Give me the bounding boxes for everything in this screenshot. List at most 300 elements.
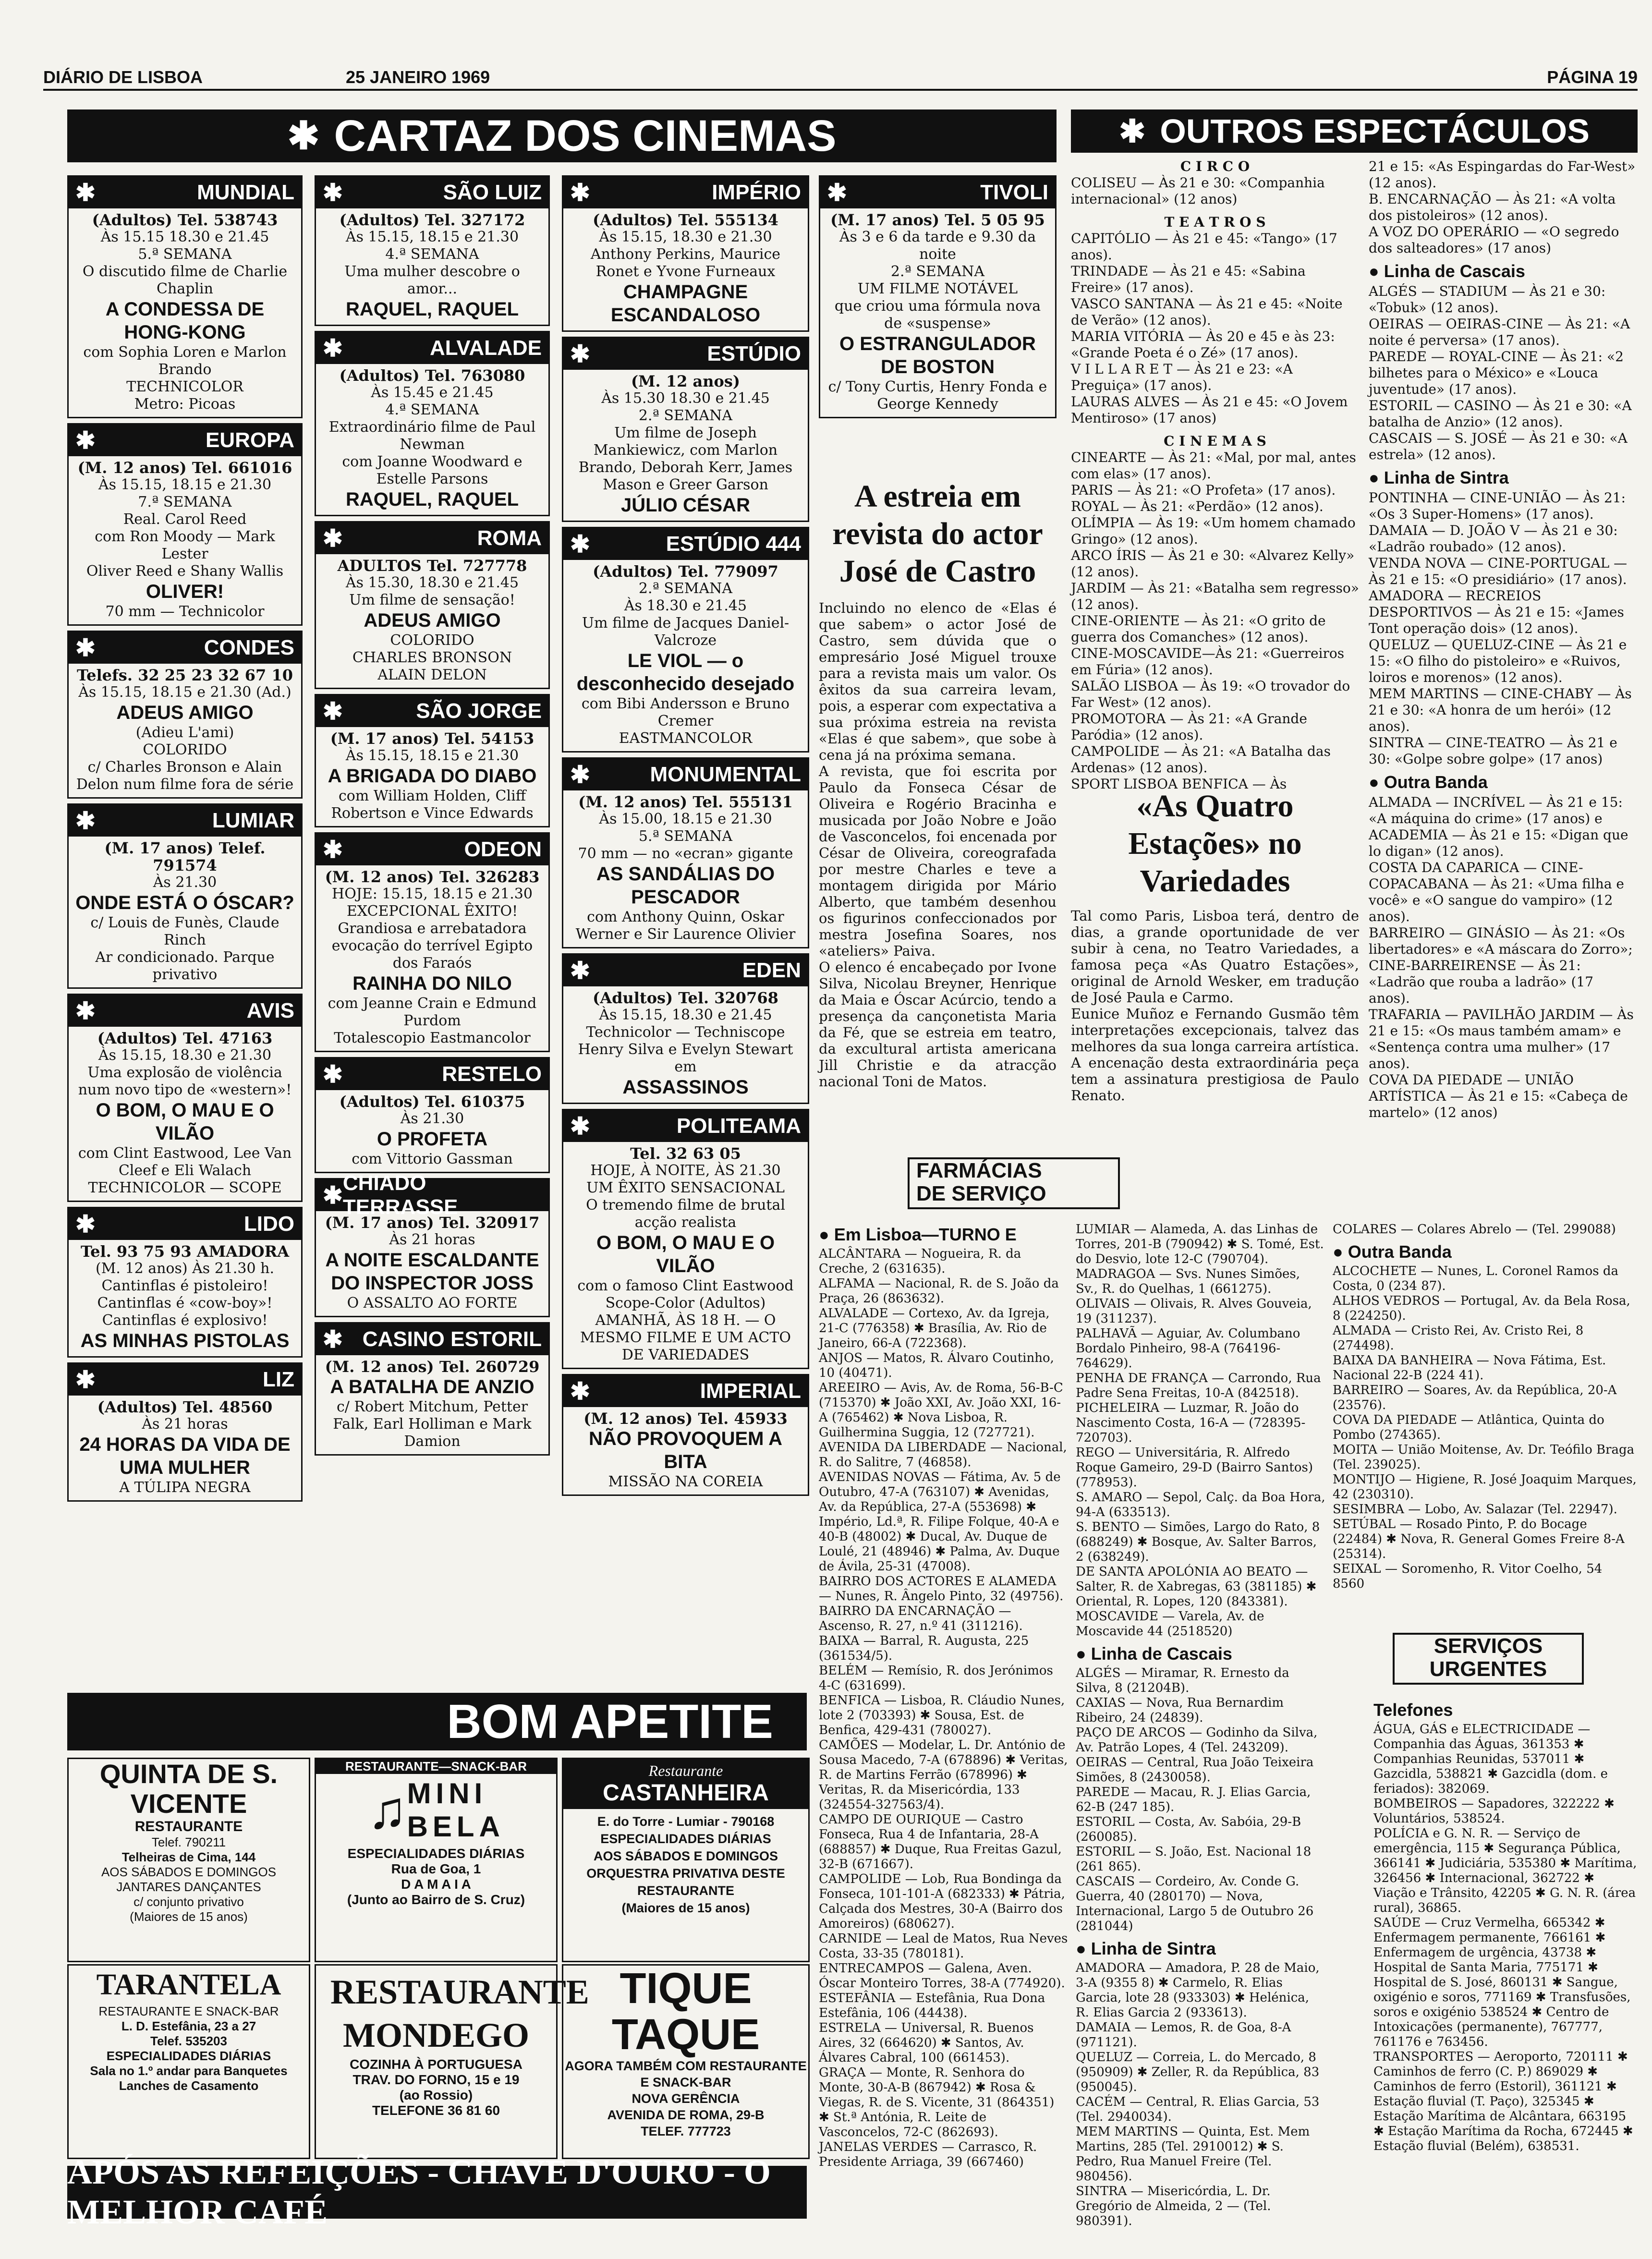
cinema-info-line: (M. 17 anos) Tel. 54153 — [330, 729, 534, 748]
cinema-extra-line: EASTMANCOLOR — [619, 730, 753, 747]
lisboa-list: ALCÂNTARA — Nogueira, R. da Creche, 2 (631635). ALFAMA — Nacional, R. de S. João da Praça, 26 (863632). ALVALADE — Cortexo, Av. da Igreja, 21-C (776358) ✱ Brasília, Av. Rio de Janeiro, 66-A (722368). ANJOS — Matos, R. Álvaro Coutinho, 10 (40471). AREEIRO — Avis, Av. de Roma, 56-B-C (715370) ✱ João XXI, Av. João XXI, 16-A (765462) ✱ Nova Lisboa, R. Guilhermina Suggia, 12 (727721). AVENIDA DA LIBERDADE — Nacional, R. do Salitre, 7 (46858). AVENIDAS NOVAS — Fátima, Av. 5 de Outubro, 47-A (763107) ✱ Avenidas, Av. da República, 27-A (553698) ✱ Império, Ld.ª, R. Filipe Folque, 40-A e 40-B (48002) ✱ Ducal, Av. Duque de Loulé, 21 (48946) ✱ Palma, Av. Duque de Ávila, 25-31 (47008). BAIRRO DOS ACTORES E ALAMEDA — Nunes, R. Ângelo Pinto, 32 (49756). BAIRRO DA ENCARNAÇÃO — Ascenso, R. 27, n.º 41 (311216). BAIXA — Barral, R. Augusta, 225 (361534/5). BELÉM — Remísio, R. dos Jerónimos 4-C (631699). BENFICA — Lisboa, R. Cláudio Nunes, lote 2 (703393) ✱ Sousa, Est. de Benfica, 429-431 (780027). CAMÕES — Modelar, L. Dr. António de Sousa Macedo, 7-A (678896) ✱ Veritas, R. de Martins Ferrão (678996) ✱ Veritas, R. da Misericórdia, 133 (324554-327563/4). CAMPO DE OURIQUE — Castro Fonseca, Rua 4 de Infantaria, 28-A (688857) ✱ Duque, Rua Freitas Gazul, 32-B (671667). CAMPOLIDE — Lob, Rua Bondinga da Fonseca, 101-101-A (682333) ✱ Pátria, Calçada dos Mestres, 30-A (Bairro dos Amoreiros) (680627). CARNIDE — Leal de Matos, Rua Neves Costa, 33-35 (780181). ENTRECAMPOS — Galena, Aven. Óscar Monteiro Torres, 38-A (774920). ESTEFÂNIA — Estefânia, Rua Dona Estefânia, 106 (44438). ESTRELA — Universal, R. Buenos Aires, 32 (664620) ✱ Santos, Av. Álvares Cabral, 100 (661453). GRAÇA — Monte, R. Senhora do Monte, 30-A-B (867942) ✱ Rosa & Viegas, R. de S. Vicente, 31 (864351) ✱ St.ª Antónia, R. Leite de Vasconcelos, 72-C (862693). JANELAS VERDES — Carrasco, R. Presidente Arriaga, 39 (667460) — [819, 1247, 1068, 2169]
lisboa-heading: ● Em Lisboa—TURNO E — [819, 1225, 1017, 1244]
cinema-extra-line: Ar condicionado. Parque privativo — [95, 949, 275, 983]
newspaper-name: DIÁRIO DE LISBOA — [43, 67, 203, 87]
cinema-name-bar — [316, 1324, 548, 1355]
cinema-alvalade — [315, 331, 550, 516]
outros-title: OUTROS ESPECTÁCULOS — [1160, 112, 1590, 150]
star-icon: ✱ — [570, 1378, 590, 1405]
star-icon: ✱ — [75, 179, 96, 206]
cinema-info-line: O discutido filme de Charlie Chaplin — [82, 263, 288, 297]
cinema-info-line: Cantinflas é explosivo! — [102, 1312, 268, 1329]
cinema-extra-line: CHARLES BRONSON — [352, 649, 512, 666]
farm-sintra-heading: ● Linha de Sintra — [1076, 1939, 1216, 1958]
cinema-info-line: Às 15.15, 18.15 e 21.30 — [345, 229, 519, 245]
cinema-info-line: (M. 17 anos) Tel. 320917 — [325, 1214, 540, 1232]
cinema-info-line: EXCEPCIONAL ÊXITO! — [346, 903, 518, 920]
cinema-chiado-terrasse — [315, 1171, 550, 1317]
article2-headline: «As Quatro Estações» no Variedades — [1128, 789, 1302, 899]
cinema-name: MONUMENTAL — [650, 763, 801, 786]
film-title: A BATALHA DE ANZIO — [330, 1376, 534, 1397]
cinema-extra-line: 70 mm — Technicolor — [105, 603, 265, 620]
cinema-info-line: HOJE: 15.15, 18.15 e 21.30 — [332, 886, 533, 902]
article1-body: Incluindo no elenco de «Elas é que sabem» o actor José de Castro, sem dúvida que o empresário José Miguel trouxe para a revista mais um valor. Os êxitos da sua carreira levam, pois, a esperar com expectativa a sua próxima estreia na revista «Elas é que sabem», que sobe à cena já na próxima semana. A revista, que foi escrita por Paulo da Fonseca César de Oliveira e Rogério Bracinha e musicada por João Nobre e João de Vasconcelos, foi encenada por César de Oliveira, coreografada por mestre Charles e teve a montagem dirigida por Mário Alberto, que também desenhou os figurinos confeccionados por mestra Josefina Soares, nos «ateliers» Paiva. O elenco é encabeçado por Ivone Silva, Nicolau Breyner, Henrique da Maia e Óscar Acúrcio, tendo a presença da cançonetista Maria da Fé, que se estreia em teatro, da excultural artista americana Jill Christie e da atracção nacional Toni de Matos. — [819, 600, 1057, 1090]
star-icon: ✱ — [75, 1366, 96, 1393]
star-icon: ✱ — [75, 997, 96, 1024]
cinema-europa — [67, 423, 303, 626]
film-title: A BRIGADA DO DIABO — [328, 765, 537, 787]
cinema-name-bar — [316, 522, 548, 554]
cinema-info-line: 4.ª SEMANA — [385, 401, 479, 418]
star-icon: ✱ — [75, 427, 96, 454]
cinema-info-line: que criou uma fórmula nova de «suspense» — [834, 298, 1041, 332]
cinema-name-bar — [563, 955, 808, 986]
cinema-extra-line: Totalescopio Eastmancolor — [334, 1030, 531, 1046]
cinema-casino-estoril — [315, 1322, 550, 1456]
cinema-name-bar — [563, 338, 808, 370]
cinema-name: ALVALADE — [429, 336, 542, 360]
cinema-extra-line: c/ Louis de Funès, Claude Rinch — [90, 914, 279, 948]
cinema-extra-line: AMANHÃ, ÀS 18 H. — O MESMO FILME E UM ACTO DE VARIEDADES — [580, 1312, 791, 1363]
cinema-info-line: 5.ª SEMANA — [638, 828, 733, 845]
cinema-name: LIDO — [243, 1212, 294, 1236]
cinema-politeama — [562, 1109, 809, 1369]
cinema-name: AVIS — [246, 999, 294, 1022]
cinema-name: EUROPA — [206, 428, 294, 452]
film-title: ADEUS AMIGO — [116, 702, 254, 723]
cinema-lido — [67, 1207, 303, 1358]
star-icon: ✱ — [570, 1113, 590, 1140]
outros-col2-top: 21 e 15: «As Espingardas do Far-West» (12 anos). B. ENCARNAÇÃO — Às 21: «A volta dos pistoleiros» (12 anos). A VOZ DO OPERÁRIO — «O segredo dos salteadores» (17 anos) — [1369, 158, 1636, 256]
cinema-info-line: O tremendo filme de brutal acção realista — [586, 1197, 785, 1231]
cinema-extra-line: c/ Robert Mitchum, Petter Falk, Earl Holliman e Mark Damion — [333, 1398, 532, 1450]
page-header — [14, 67, 1638, 86]
cinema-sao-jorge — [315, 694, 550, 827]
cinema-info-line: (M. 12 anos) Tel. 326283 — [325, 868, 540, 886]
bom-apetite-title: BOM APETITE — [447, 1694, 773, 1749]
tarantela-type: RESTAURANTE E SNACK-BAR — [98, 2004, 279, 2018]
ad-tarantela — [67, 1964, 310, 2159]
colares-entry: COLARES — Colares Abrelo — (Tel. 299088) — [1333, 1222, 1616, 1237]
cinema-estudio-444 — [562, 527, 809, 753]
cinema-name: ESTÚDIO 444 — [666, 532, 801, 556]
article2-block — [1071, 788, 1359, 1124]
cinema-info-line: HOJE, À NOITE, ÀS 21.30 — [590, 1162, 781, 1179]
cinema-info-line: Às 15.15, 18.15 e 21.30 (Ad.) — [78, 684, 292, 701]
film-title: RAQUEL, RAQUEL — [346, 299, 519, 320]
cinema-info-line: (Adultos) Tel. 779097 — [593, 562, 778, 581]
cinema-info-line: (Adultos) Tel. 538743 — [92, 211, 278, 229]
cinema-info-line: Technicolor — Techniscope — [586, 1024, 785, 1041]
cinema-info-line: Às 15.15 18.30 e 21.45 — [100, 229, 269, 245]
cinema-info-line: Às 15.15, 18.30 e 21.45 — [599, 1007, 772, 1023]
cinema-info-line: Oliver Reed e Shany Wallis — [86, 563, 284, 580]
tarantela-tel: Telef. 535203 — [150, 2034, 227, 2048]
cinema-info-line: Às 15.15, 18.15 e 21.30 — [345, 747, 519, 764]
cinema-info-line: UM ÊXITO SENSACIONAL — [586, 1179, 785, 1196]
servicos-column — [1373, 1695, 1638, 2252]
cinema-extra-line: O ASSALTO AO FORTE — [347, 1295, 518, 1312]
film-title: OLIVER! — [146, 581, 224, 602]
article1-headline: A estreia em revista do actor José de Castro — [832, 479, 1043, 589]
cinema-info-line: Às 18.30 e 21.45 — [624, 597, 747, 614]
cinema-name-bar — [69, 425, 301, 456]
cinema-info-line: (M. 12 anos) Tel. 45933 — [583, 1409, 788, 1428]
outros-column-2 — [1369, 158, 1638, 1124]
star-icon: ✱ — [323, 335, 343, 362]
cinema-info-line: 70 mm — no «ecran» gigante — [578, 845, 793, 862]
cinema-info-line: (Adultos) Tel. 48560 — [97, 1398, 273, 1416]
cartaz-title: CARTAZ DOS CINEMAS — [334, 111, 837, 160]
film-title: 24 HORAS DA VIDA DE UMA MULHER — [79, 1434, 291, 1478]
cinema-name-bar — [69, 995, 301, 1027]
lisboa-list-cont: LUMIAR — Alameda, A. das Linhas de Torres, 201-B (790942) ✱ S. Tomé, Est. do Desvio, lote 12-C (790704). MADRAGOA — Svs. Nunes Simões, Sv., R. do Quelhas, 1 (661275). OLIVAIS — Olivais, R. Alves Gouveia, 19 (311237). PALHAVÃ — Aguiar, Av. Columbano Bordalo Pinheiro, 98-A (764196-764629). PENHA DE FRANÇA — Carrondo, Rua Padre Sena Freitas, 10-A (842518). PICHELEIRA — Luzmar, R. João do Nascimento Costa, 16-A — (728395-720703). REGO — Universitária, R. Alfredo Roque Gameiro, 29-D (Bairro Santos) (778953). S. AMARO — Sepol, Calç. da Boa Hora, 94-A (633513). S. BENTO — Simões, Largo do Rato, 8 (688249) ✱ Bosque, Av. Salter Barros, 2 (638249). DE SANTA APOLÓNIA AO BEATO — Salter, R. de Xabregas, 63 (381185) ✱ Oriental, R. Lopes, 120 (843381). MOSCAVIDE — Varela, Av. de Moscavide 44 (2518520) — [1076, 1222, 1325, 1639]
star-icon: ✱ — [323, 1182, 343, 1209]
tique-info: AGORA TAMBÉM COM RESTAURANTE E SNACK-BAR NOVA GERÊNCIA AVENIDA DE ROMA, 29-B TELEF. 777723 — [565, 2059, 807, 2138]
cinema-extra-line: com William Holden, Cliff Robertson e Vince Edwards — [331, 788, 534, 822]
minibela-name-2: BELA — [407, 1810, 505, 1843]
farmacias-title-1: FARMÁCIAS — [916, 1159, 1042, 1182]
teatros-heading: T E A T R O S — [1164, 214, 1266, 230]
cinema-name-bar — [563, 1110, 808, 1142]
farm-cascais-list: ALGÉS — Miramar, R. Ernesto da Silva, 8 (21204B). CAXIAS — Nova, Rua Bernardim Ribeiro, 24 (24839). PAÇO DE ARCOS — Godinho da Silva, Av. Patrão Lopes, 4 (Tel. 243209). OEIRAS — Central, Rua João Teixeira Simões, 8 (2430058). PAREDE — Macau, R. J. Elias Garcia, 62-B (247 185). ESTORIL — Costa, Av. Sabóia, 29-B (260085). ESTORIL — S. João, Est. Nacional 18 (261 865). CASCAIS — Cordeiro, Av. Conde G. Guerra, 40 (280170) — Nova, Internacional, Largo 5 de Outubro 26 (281044) — [1076, 1666, 1318, 1933]
cinema-info-line: Um filme de Joseph Mankiewicz, com Marlon Brando, Deborah Kerr, James Mason e Greer Garson — [578, 425, 793, 493]
castanheira-name: CASTANHEIRA — [603, 1780, 769, 1806]
cinema-info-line: 2.ª SEMANA — [638, 407, 733, 424]
page-number: PÁGINA 19 — [1547, 67, 1638, 87]
star-icon: ✱ — [323, 698, 343, 725]
outros-banner — [1071, 109, 1638, 153]
cinema-info-line: Henry Silva e Evelyn Stewart em — [578, 1041, 793, 1075]
star-icon: ✱ — [323, 1326, 343, 1353]
cinema-info-line: Às 21 horas — [389, 1231, 475, 1248]
cinema-extra-line: c/ Charles Bronson e Alain Delon num filme fora de série — [76, 759, 294, 793]
cinema-info-line: com Joanne Woodward e Estelle Parsons — [342, 453, 522, 487]
slogan: APÓS AS REFEIÇÕES - CHAVE D'OURO - O MELHOR CAFÉ — [67, 2153, 771, 2231]
cinema-info-line: Às 15.00, 18.15 e 21.30 — [599, 811, 772, 827]
cinema-imperial — [562, 1374, 809, 1496]
farm-banda-list: ALCOCHETE — Nunes, L. Coronel Ramos da Costa, 0 (234 87). ALHOS VEDROS — Portugal, Av. da Bela Rosa, 8 (224250). ALMADA — Cristo Rei, Av. Cristo Rei, 8 (274498). BAIXA DA BANHEIRA — Nova Fátima, Est. Nacional 22-B (224 41). BARREIRO — Soares, Av. da República, 20-A (23576). COVA DA PIEDADE — Atlântica, Quinta do Pombo (274365). MOITA — União Moitense, Av. Dr. Teófilo Braga (Tel. 239025). MONTIJO — Higiene, R. José Joaquim Marques, 42 (230310). SESIMBRA — Lobo, Av. Salazar (Tel. 22947). SETÚBAL — Rosado Pinto, P. do Bocage (22484) ✱ Nova, R. General Gomes Freire 8-A (25314). SEIXAL — Soromenho, R. Vitor Coelho, 54 8560 — [1333, 1264, 1637, 1591]
farmacias-title-2: DE SERVIÇO — [916, 1182, 1046, 1205]
cinemas-listing: CINEARTE — Às 21: «Mal, por mal, antes com elas» (17 anos). PARIS — Às 21: «O Profeta» (17 anos). ROYAL — Às 21: «Perdão» (12 anos). OLÍMPIA — Às 19: «Um homem chamado Gringo» (12 anos). ARCO ÍRIS — Às 21 e 30: «Alvarez Kelly» (12 anos). JARDIM — Às 21: «Batalha sem regresso» (12 anos). CINE-ORIENTE — Às 21: «O grito de guerra dos Comanches» (12 anos). CINE-MOSCAVIDE—Às 21: «Guerreiros em Fúria» (12 anos). SALÃO LISBOA — Às 19: «O trovador do Far West» (12 anos). PROMOTORA — Às 21: «A Grande Paródia» (12 anos). CAMPOLIDE — Às 21: «A Batalha das Ardenas» (12 anos). SPORT LISBOA BENFICA — Às — [1071, 449, 1359, 792]
star-icon: ✱ — [323, 525, 343, 552]
star-icon: ✱ — [570, 340, 590, 367]
cinema-sao-luiz — [315, 175, 550, 326]
outra-banda-heading: ● Outra Banda — [1369, 772, 1488, 792]
farmacias-column-1 — [819, 1220, 1069, 2252]
cinema-extra-line: (Adieu L'ami) — [135, 724, 234, 741]
star-icon: ✱ — [75, 807, 96, 834]
cinema-name: CONDES — [204, 636, 294, 659]
farmacias-title-box — [908, 1157, 1120, 1209]
cinema-extra-line: COLORIDO — [143, 741, 227, 758]
film-title: O BOM, O MAU E O VILÃO — [96, 1100, 274, 1144]
quinta-addr: Telheiras de Cima, 144 — [121, 1850, 256, 1864]
cinema-info-line: Anthony Perkins, Maurice Ronet e Yvone Furneaux — [590, 246, 781, 280]
cinema-info-line: com Ron Moody — Mark Lester — [95, 528, 275, 562]
cinema-name: EDEN — [742, 959, 801, 982]
film-title: ADEUS AMIGO — [364, 610, 501, 631]
cinema-tivoli — [819, 175, 1057, 418]
ad-tique-taque — [562, 1964, 810, 2159]
cinema-extra-line: com o famoso Clint Eastwood — [577, 1277, 794, 1294]
cinema-monumental — [562, 757, 809, 948]
cascais-listing: ALGÉS — STADIUM — Às 21 e 30: «Tobuk» (12 anos). OEIRAS — OEIRAS-CINE — Às 21: «A noite é perversa» (17 anos). PAREDE — ROYAL-CINE — Às 21: «2 bilhetes para o México» e «Louca juventude» (17 anos). ESTORIL — CASINO — Às 21 e 30: «A batalha de Anzio» (12 anos). CASCAIS — S. JOSÉ — Às 21 e 30: «A estrela» (12 anos). — [1369, 283, 1632, 462]
cinema-info-line: Às 15.15, 18.30 e 21.30 — [599, 229, 772, 245]
cinema-info-line: Uma mulher descobre o amor... — [344, 263, 520, 297]
servicos-title-1: SERVIÇOS — [1433, 1634, 1543, 1658]
cinema-info-line: 5.ª SEMANA — [138, 246, 232, 263]
cinema-info-line: (M. 12 anos) Tel. 661016 — [77, 459, 292, 477]
cinema-info-line: Um filme de sensação! — [349, 592, 515, 608]
cinema-extra-line: MISSÃO NA COREIA — [608, 1473, 763, 1490]
star-icon: ✱ — [570, 957, 590, 984]
cinema-info-line: 4.ª SEMANA — [385, 246, 479, 263]
cinema-name: IMPÉRIO — [712, 181, 801, 204]
cinema-extra-line: COLORIDO — [390, 632, 474, 649]
film-title: O PROFETA — [377, 1129, 488, 1150]
cinema-lumiar — [67, 803, 303, 989]
cinema-extra-line: TECHNICOLOR — [126, 378, 243, 395]
ad-castanheira — [562, 1758, 810, 1962]
circo-listing: COLISEU — Às 21 e 30: «Companhia internacional» (12 anos) — [1071, 175, 1325, 207]
servicos-title-2: URGENTES — [1429, 1657, 1547, 1681]
tique-name: TIQUE TAQUE — [611, 1965, 760, 2059]
castanheira-info: E. do Torre - Lumiar - 790168 ESPECIALIDADES DIÁRIAS AOS SÁBADOS E DOMINGOS ORQUESTRA PRIVATIVA DESTE RESTAURANTE (Maiores de 15 anos) — [586, 1814, 785, 1915]
farm-sintra-list: AMADORA — Amadora, P. 28 de Maio, 3-A (9355 8) ✱ Carmelo, R. Elias Garcia, lote 28 (933303) ✱ Helénica, R. Elias Garcia 2 (933613). DAMAIA — Lemos, R. de Goa, 8-A (971121). QUELUZ — Correia, L. do Mercado, 8 (950909) ✱ Zeller, R. da República, 83 (950045). CACÉM — Central, R. Elias Garcia, 53 (Tel. 2940034). MEM MARTINS — Quinta, Est. Mem Martins, 285 (Tel. 2910012) ✱ S. Pedro, Rua Manuel Freire (Tel. 980456). SINTRA — Misericórdia, L. Dr. Gregório de Almeida, 2 — (Tel. 980391). — [1076, 1961, 1320, 2228]
cinema-name-bar — [316, 834, 548, 865]
cinema-extra-line: com Jeanne Crain e Edmund Purdom — [328, 995, 537, 1029]
cinema-extra-line: A TÚLIPA NEGRA — [119, 1479, 251, 1496]
cinema-extra-line: com Sophia Loren e Marlon Brando — [83, 344, 287, 378]
cinema-info-line: Às 15.45 e 21.45 — [371, 384, 494, 401]
star-icon: ✱ — [827, 179, 847, 206]
cinema-column-2 — [315, 175, 550, 1530]
cinema-name-bar — [316, 1171, 548, 1219]
cinema-name-bar — [69, 1364, 301, 1396]
cinema-restelo — [315, 1057, 550, 1173]
cinema-extra-line: com Vittorio Gassman — [352, 1151, 513, 1167]
article2-body: Tal como Paris, Lisboa terá, dentro de dias, a grande oportunidade de ver subir à cena, no Teatro Variedades, a famosa peça «As Quatro Estações», original de Arnold Wesker, em tradução de José Paula e Carmo. Eunice Muñoz e Fernando Gusmão têm interpretações excepcionais, talvez das melhores da sua longa carreira artística. A encenação desta extraordinária peça tem a assinatura prestigiosa de Paulo Renato. — [1071, 908, 1359, 1104]
cinema-name: POLITEAMA — [676, 1114, 801, 1138]
cinema-info-line: (M. 12 anos) Tel. 555131 — [578, 793, 793, 811]
film-title: O ESTRANGULADOR DE BOSTON — [839, 333, 1036, 377]
cartaz-banner — [67, 109, 1057, 162]
circo-heading: C I R C O — [1180, 158, 1250, 174]
cinema-name: ESTÚDIO — [707, 342, 801, 365]
teatros-listing: CAPITÓLIO — Às 21 e 45: «Tango» (17 anos). TRINDADE — Às 21 e 45: «Sabina Freire» (17 anos). VASCO SANTANA — Às 21 e 45: «Noite de Verão» (12 anos). MARIA VITÓRIA — Às 20 e 45 e às 23: «Grande Poeta é o Zé» (17 anos). V I L L A R E T — Às 21 e 23: «A Preguiça» (17 anos). LAURAS ALVES — Às 21 e 45: «O Jovem Mentiroso» (17 anos) — [1071, 231, 1348, 426]
cinema-info-line: Às 3 e 6 da tarde e 9.30 da noite — [839, 229, 1036, 263]
minibela-name-1: MINI — [407, 1777, 487, 1810]
cinema-info-line: (M. 12 anos) — [631, 372, 740, 390]
cinema-liz — [67, 1362, 303, 1502]
cinema-info-line: (M. 17 anos) Telef. 791574 — [104, 839, 266, 874]
cinema-info-line: ADULTOS Tel. 727778 — [337, 557, 527, 575]
cinema-name: ODEON — [464, 838, 542, 861]
star-icon: ✱ — [570, 531, 590, 558]
cinema-name: CHIADO TERRASSE — [342, 1171, 458, 1219]
cascais-heading: ● Linha de Cascais — [1369, 261, 1525, 281]
star-icon: ✱ — [75, 634, 96, 661]
header-rule — [43, 89, 1638, 91]
cinema-extra-line: Scope-Color (Adultos) — [605, 1295, 766, 1312]
cinema-info-line: Telefs. 32 25 23 32 67 10 — [77, 666, 293, 684]
star-icon: ✱ — [323, 179, 343, 206]
cinema-name-bar — [316, 177, 548, 208]
cinema-info-line: Às 21.30 — [153, 874, 217, 891]
cinema-column-3 — [562, 175, 809, 1530]
cinema-name-bar — [316, 332, 548, 364]
cinemas-heading: C I N E M A S — [1164, 433, 1266, 449]
cinema-name: IMPERIAL — [700, 1379, 801, 1403]
cinema-column-4 — [819, 175, 1057, 473]
cinema-extra-line: com Anthony Quinn, Oskar Werner e Sir Laurence Olivier — [575, 909, 796, 943]
quinta-name: QUINTA DE S. VICENTE — [99, 1759, 278, 1819]
ad-minibela — [315, 1758, 558, 1962]
cinema-info-line: Às 15.30, 18.30 e 21.45 — [345, 574, 519, 591]
cinema-condes — [67, 631, 303, 799]
cinema-extra-line: c/ Tony Curtis, Henry Fonda e George Kennedy — [828, 378, 1047, 413]
cinema-name-bar — [316, 1058, 548, 1090]
dancer-icon: ♫ — [367, 1780, 407, 1840]
farm-cascais-heading: ● Linha de Cascais — [1076, 1644, 1232, 1664]
cinema-info-line: 2.ª SEMANA — [638, 580, 733, 597]
cinema-name-bar — [563, 1375, 808, 1407]
film-title: A CONDESSA DE HONG-KONG — [105, 299, 265, 343]
cinema-info-line: (Adultos) Tel. 327172 — [339, 211, 525, 229]
cinema-info-line: Às 15.15, 18.15 e 21.30 — [98, 476, 272, 493]
cinema-info-line: (Adultos) Tel. 555134 — [593, 211, 778, 229]
cinema-name-bar — [69, 805, 301, 837]
cinema-eden — [562, 953, 809, 1104]
film-title: LE VIOL — o desconhecido desejado — [576, 650, 795, 694]
star-icon: ✱ — [75, 1211, 96, 1238]
cinema-odeon — [315, 832, 550, 1052]
quinta-tel: Telef. 790211 — [151, 1835, 226, 1849]
cinema-name: ROMA — [477, 526, 542, 550]
star-icon: ✱ — [323, 836, 343, 863]
film-title: AS MINHAS PISTOLAS — [80, 1330, 290, 1351]
cinema-info-line: (M. 17 anos) Tel. 5 05 95 — [830, 211, 1045, 229]
cinema-info-line: Às 21.30 — [400, 1110, 464, 1127]
cinema-info-line: (M. 12 anos) Tel. 260729 — [325, 1358, 540, 1376]
cinema-info-line: Uma explosão de violência num novo tipo de «western»! — [78, 1064, 292, 1098]
cinema-info-line: Às 15.15, 18.30 e 21.30 — [98, 1047, 272, 1064]
cinema-name: LUMIAR — [212, 809, 294, 832]
bom-apetite-banner — [67, 1693, 807, 1750]
cinema-name: RESTELO — [442, 1062, 542, 1086]
cinema-name: SÃO JORGE — [416, 699, 542, 723]
minibela-top: RESTAURANTE—SNACK-BAR — [316, 1759, 556, 1774]
cinema-name: MUNDIAL — [197, 181, 294, 204]
cinema-extra-line: com Bibi Andersson e Bruno Cremer — [581, 695, 790, 729]
cinema-name-bar — [316, 695, 548, 727]
film-title: O BOM, O MAU E O VILÃO — [596, 1232, 775, 1276]
cinema-mundial — [67, 175, 303, 418]
chave-douro-banner — [67, 2153, 807, 2231]
cinema-info-line: Um filme de Jacques Daniel-Valcroze — [582, 615, 790, 649]
farm-banda-heading: ● Outra Banda — [1333, 1242, 1452, 1262]
film-title: ONDE ESTÁ O ÓSCAR? — [75, 892, 294, 913]
film-title: RAQUEL, RAQUEL — [346, 489, 519, 510]
cinema-info-line: (M. 12 anos) Às 21.30 h. — [96, 1260, 274, 1277]
cinema-extra-line: com Clint Eastwood, Lee Van Cleef e Eli Walach — [78, 1145, 292, 1179]
quinta-info: AOS SÁBADOS E DOMINGOS JANTARES DANÇANTES c/ conjunto privativo (Maiores de 15 anos) — [101, 1865, 277, 1924]
castanheira-top: Restaurante — [648, 1762, 723, 1779]
cinema-info-line: 7.ª SEMANA — [138, 494, 232, 510]
cinema-info-line: (Adultos) Tel. 47163 — [97, 1029, 273, 1047]
cinema-name-bar — [69, 632, 301, 664]
cinema-name-bar — [563, 528, 808, 560]
cinema-info-line: (Adultos) Tel. 610375 — [339, 1093, 525, 1111]
cinema-info-line: Às 15.30 18.30 e 21.45 — [601, 390, 770, 407]
cinema-info-line: (Adultos) Tel. 763080 — [339, 366, 525, 385]
film-title: A NOITE ESCALDANTE DO INSPECTOR JOSS — [325, 1250, 539, 1294]
cinema-estudio — [562, 337, 809, 522]
cinema-extra-line: Metro: Picoas — [134, 396, 236, 413]
minibela-info: ESPECIALIDADES DIÁRIAS Rua de Goa, 1 D A M A I A (Junto ao Bairro de S. Cruz) — [347, 1846, 525, 1907]
tarantela-addr: L. D. Estefânia, 23 a 27 — [121, 2019, 256, 2033]
cinema-name-bar — [820, 177, 1055, 208]
issue-date: 25 JANEIRO 1969 — [346, 67, 490, 87]
cinema-avis — [67, 994, 303, 1202]
cinema-info-line: UM FILME NOTÁVEL — [857, 280, 1018, 297]
cinema-imperio — [562, 175, 809, 332]
cinema-info-line: (Adultos) Tel. 320768 — [593, 989, 778, 1007]
film-title: CHAMPAGNE ESCANDALOSO — [610, 281, 761, 326]
cinema-info-line: Tel. 32 63 05 — [630, 1144, 741, 1163]
cinema-name: LIZ — [263, 1368, 294, 1391]
ad-mondego — [315, 1964, 589, 2159]
film-title: NÃO PROVOQUEM A BITA — [589, 1428, 782, 1472]
cinema-name-bar — [69, 1208, 301, 1240]
cinema-extra-line: TECHNICOLOR — SCOPE — [88, 1179, 282, 1196]
cinema-column-1 — [67, 175, 303, 1530]
mondego-name: RESTAURANTE MONDEGO — [330, 1973, 589, 2054]
cinema-name-bar — [563, 759, 808, 790]
cinema-info-line: Cantinflas é «cow-boy»! — [97, 1295, 273, 1312]
star-icon: ✱ — [1119, 113, 1146, 149]
cinema-info-line: Tel. 93 75 93 AMADORA — [80, 1242, 290, 1261]
telefones-list: ÁGUA, GÁS e ELECTRICIDADE — Companhia das Águas, 361353 ✱ Companhias Reunidas, 537011 ✱ Gazcidla, 538821 ✱ Gazcidla (dom. e feriados): 382069. BOMBEIROS — Sapadores, 322222 ✱ Voluntários, 538524. POLÍCIA e G. N. R. — Serviço de emergência, 115 ✱ Segurança Pública, 366141 ✱ Judiciária, 535380 ✱ Marítima, 326456 ✱ Internacional, 362722 ✱ Viação e Trânsito, 42205 ✱ G. N. R. (área rural), 36865. SAÚDE — Cruz Vermelha, 665342 ✱ Enfermagem permanente, 766161 ✱ Enfermagem de urgência, 43738 ✱ Hospital de Santa Maria, 775171 ✱ Hospital de S. José, 860131 ✱ Sangue, oxigénio e soros, 771169 ✱ Transfusões, soros e oxigénio 538524 ✱ Centro de Intoxicações (permanente), 767777, 761176 e 763456. TRANSPORTES — Aeroporto, 720111 ✱ Caminhos de ferro (C. P.) 869029 ✱ Caminhos de ferro (Estoril), 361121 ✱ Estação fluvial (T. Paço), 325345 ✱ Estação Marítima de Alcântara, 663195 ✱ Estação Marítima da Rocha, 672445 ✱ Estação fluvial (Belém), 638531. — [1373, 1722, 1637, 2153]
tarantela-name: TARANTELA — [96, 1968, 281, 2001]
outra-banda-listing: ALMADA — INCRÍVEL — Às 21 e 15: «A máquina do crime» (17 anos) e ACADEMIA — Às 21 e 15: «Digan que lo digan» (12 anos). COSTA DA CAPARICA — CINE-COPACABANA — Às 21: «Uma filha e você» e «O sangue do vampiro» (12 anos). BARREIRO — GINÁSIO — Às 21: «Os libertadores» e «A máscara do Zorro»; CINE-BARREIRENSE — Às 21: «Ladrão que rouba a ladrão» (17 anos). TRAFARIA — PAVILHÃO JARDIM — Às 21 e 15: «Os maus também amam» e «Sentença contra uma mulher» (17 anos). COVA DA PIEDADE — UNIÃO ARTÍSTICA — Às 21 e 15: «Cabeça de martelo» (12 anos) — [1369, 794, 1634, 1120]
servicos-title-box — [1393, 1633, 1584, 1685]
articles-block — [819, 478, 1057, 1131]
star-icon: ✱ — [570, 761, 590, 788]
sintra-listing: PONTINHA — CINE-UNIÃO — Às 21: «Os 3 Super-Homens» (17 anos). DAMAIA — D. JOÃO V — Às 21 e 30: «Ladrão roubado» (12 anos). VENDA NOVA — CINE-PORTUGAL — Às 21 e 15: «O presidiário» (17 anos). AMADORA — RECREIOS DESPORTIVOS — Às 21 e 15: «James Tont operação dois» (12 anos). QUELUZ — QUELUZ-CINE — Às 21 e 15: «O filho do pistoleiro» e «Ruivos, loiros e morenos» (12 anos). MEM MARTINS — CINE-CHABY — Às 21 e 30: «A honra de um herói» (12 anos). SINTRA — CINE-TEATRO — Às 21 e 30: «Golpe sobre golpe» (17 anos) — [1369, 490, 1632, 767]
tarantela-info: ESPECIALIDADES DIÁRIAS Sala no 1.º andar para Banquetes Lanches de Casamento — [90, 2049, 288, 2093]
film-title: RAINHA DO NILO — [352, 973, 512, 994]
telefones-heading: Telefones — [1373, 1700, 1453, 1720]
cinema-info-line: Às 21 horas — [142, 1416, 228, 1433]
star-icon: ✱ — [287, 114, 320, 157]
cinema-name-bar — [563, 177, 808, 208]
cinema-info-line: Grandiosa e arrebatadora evocação do terrível Egipto dos Faraós — [331, 920, 533, 972]
star-icon: ✱ — [323, 1061, 343, 1088]
star-icon: ✱ — [570, 179, 590, 206]
mondego-info: COZINHA À PORTUGUESA TRAV. DO FORNO, 15 e 19 (ao Rossio) TELEFONE 36 81 60 — [350, 2057, 522, 2118]
film-title: ASSASSINOS — [622, 1077, 749, 1098]
cinema-info-line: 2.ª SEMANA — [890, 263, 985, 280]
film-title: JÚLIO CÉSAR — [621, 495, 750, 516]
cinema-name-bar — [69, 177, 301, 208]
sintra-heading: ● Linha de Sintra — [1369, 468, 1509, 487]
ad-quinta — [67, 1758, 310, 1962]
cinema-info-line: Extraordinário filme de Paul Newman — [328, 419, 536, 453]
farmacias-column-3 — [1333, 1222, 1638, 1645]
farmacias-column-2 — [1076, 1222, 1325, 2255]
